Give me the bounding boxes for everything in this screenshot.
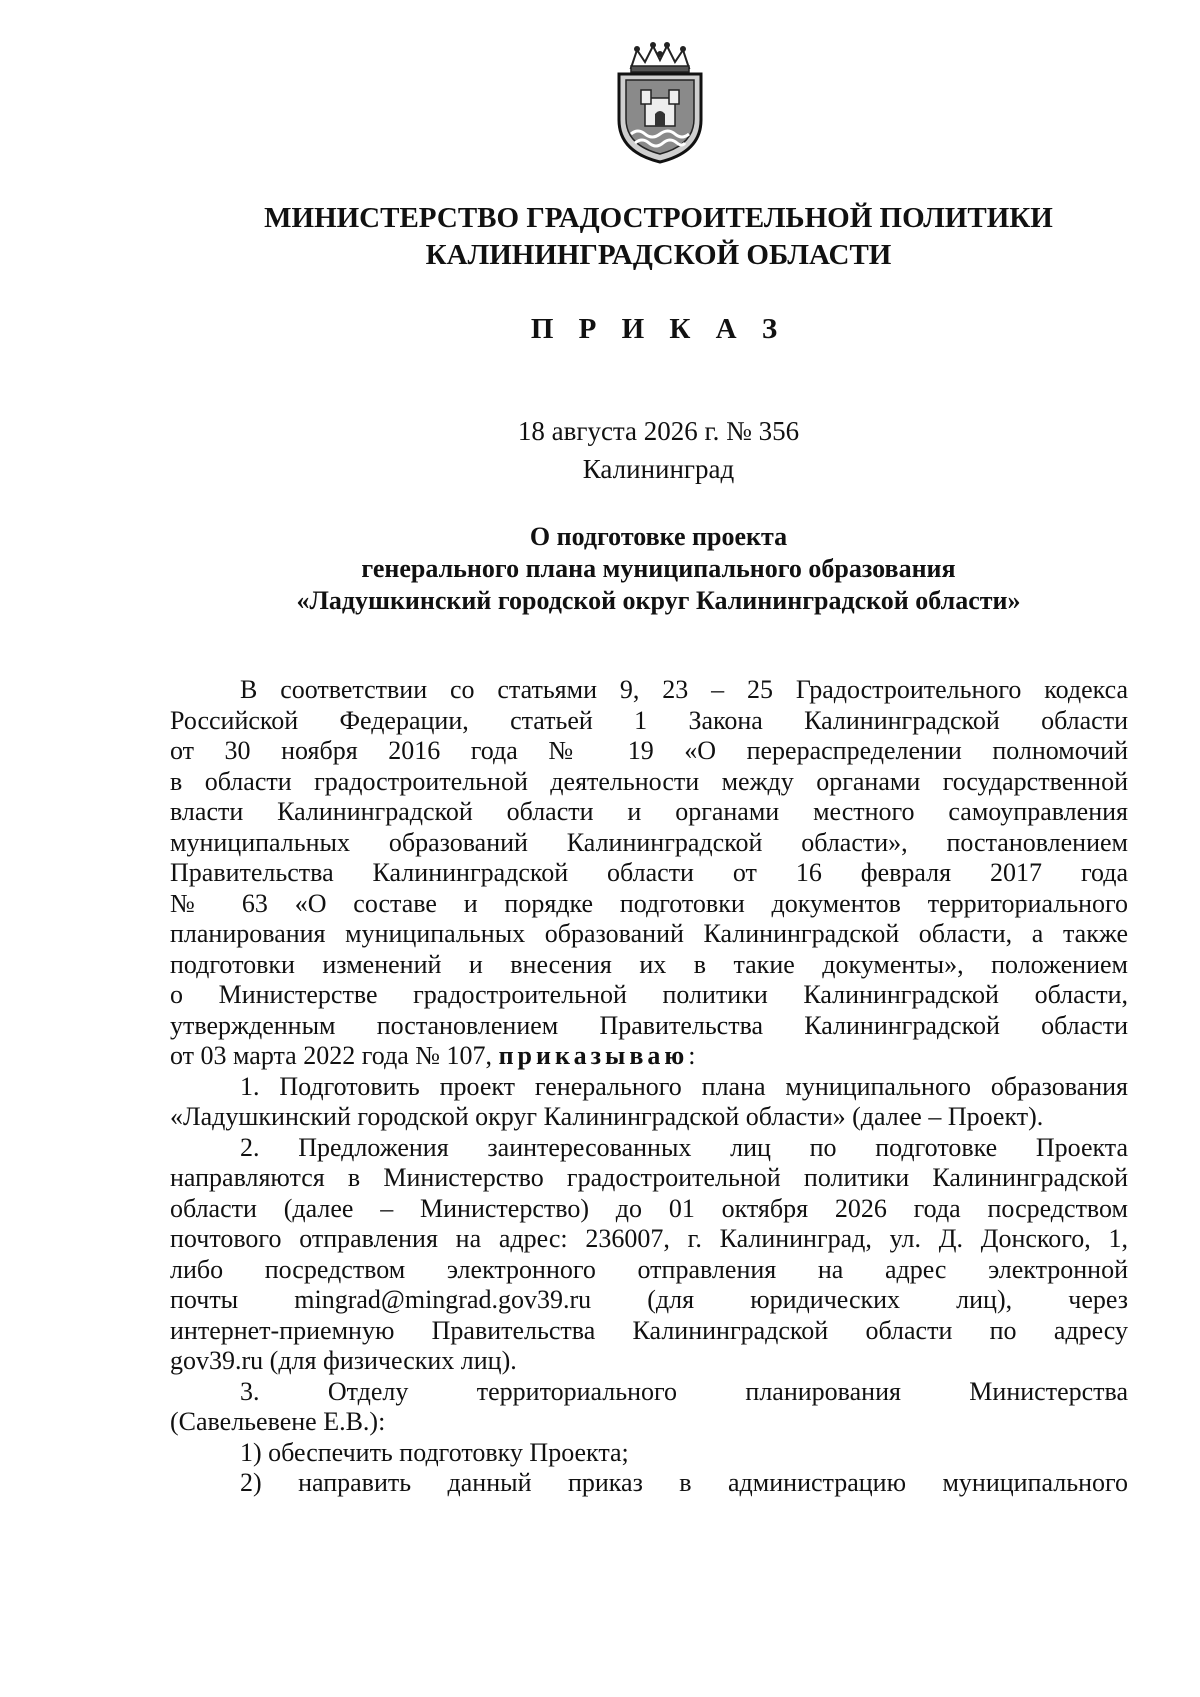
item3-line: (Савельевене Е.В.):: [170, 1407, 386, 1436]
preamble-line: планирования муниципальных образований Калининградской области, а также: [170, 919, 1128, 948]
item2-line: направляются в Министерство градостроительной политики Калининградской: [170, 1163, 1128, 1192]
item3-line: 3. Отделу территориального планирования Министерства: [240, 1376, 1128, 1406]
item2-line: 2. Предложения заинтересованных лиц по подготовке Проекта: [240, 1132, 1128, 1162]
ministry-name-line2: КАЛИНИНГРАДСКОЙ ОБЛАСТИ: [425, 239, 892, 271]
date-number: 18 августа 2026 г. № 356: [517, 416, 800, 446]
ministry-name-line1: МИНИСТЕРСТВО ГРАДОСТРОИТЕЛЬНОЙ ПОЛИТИКИ: [264, 202, 1053, 234]
subitem-1: 1) обеспечить подготовку Проекта;: [240, 1437, 629, 1467]
subject-line2: генерального плана муниципального образования: [361, 554, 956, 583]
date-and-place: [0, 412, 1200, 488]
preamble-line: муниципальных образований Калининградской области», постановлением: [170, 827, 1128, 857]
order-body: [170, 675, 1128, 1499]
preamble-line: Правительства Калининградской области от 16 февраля 2017 года: [170, 858, 1128, 887]
subject-line3: «Ладушкинский городской округ Калининградской области»: [296, 586, 1021, 615]
item2-line: почты mingrad@mingrad.gov39.ru (для юридических лиц), через: [170, 1285, 1128, 1314]
item2-line: либо посредством электронного отправления на адрес электронной: [170, 1254, 1128, 1284]
prikazyvayu-word: приказываю: [498, 1041, 689, 1070]
preamble-line: В соответствии со статьями 9, 23 – 25 Градостроительного кодекса: [240, 675, 1128, 704]
item1-line: 1. Подготовить проект генерального плана муниципального образования: [240, 1071, 1128, 1101]
preamble-line: в области градостроительной деятельности между органами государственной: [170, 766, 1128, 796]
document-type-title: П Р И К А З: [530, 313, 787, 345]
subject-line1: О подготовке проекта: [529, 522, 788, 551]
preamble-line: подготовки изменений и внесения их в такие документы», положением: [170, 949, 1128, 979]
subitem-2: 2) направить данный приказ в администрацию муниципального: [240, 1468, 1128, 1497]
item2-line: интернет-приемную Правительства Калининградской области по адресу: [170, 1315, 1128, 1345]
preamble-line: от 30 ноября 2016 года № 19 «О перераспределении полномочий: [170, 736, 1128, 765]
city: Калининград: [582, 454, 735, 484]
preamble-line: № 63 «О составе и порядке подготовки документов территориального: [170, 888, 1128, 918]
item1-line: «Ладушкинский городской округ Калининградской области» (далее – Проект).: [170, 1102, 1044, 1131]
preamble-line: утвержденным постановлением Правительства Калининградской области: [170, 1010, 1128, 1040]
item2-line: почтового отправления на адрес: 236007, г. Калининград, ул. Д. Донского, 1,: [170, 1224, 1128, 1253]
colon: :: [688, 1041, 696, 1070]
item2-line: области (далее – Министерство) до 01 октября 2026 года посредством: [170, 1193, 1128, 1223]
preamble-last-text: от 03 марта 2022 года № 107,: [170, 1041, 499, 1070]
item2-line: gov39.ru (для физических лиц).: [170, 1346, 517, 1375]
ministry-name: [0, 200, 1200, 274]
coat-of-arms-emblem: [611, 40, 709, 164]
preamble-line: о Министерстве градостроительной политики Калининградской области,: [170, 980, 1128, 1009]
preamble-last-line: [170, 1041, 1128, 1072]
preamble-line: власти Калининградской области и органами местного самоуправления: [170, 797, 1128, 826]
order-subject: [0, 521, 1200, 617]
preamble-line: Российской Федерации, статьей 1 Закона Калининградской области: [170, 705, 1128, 735]
